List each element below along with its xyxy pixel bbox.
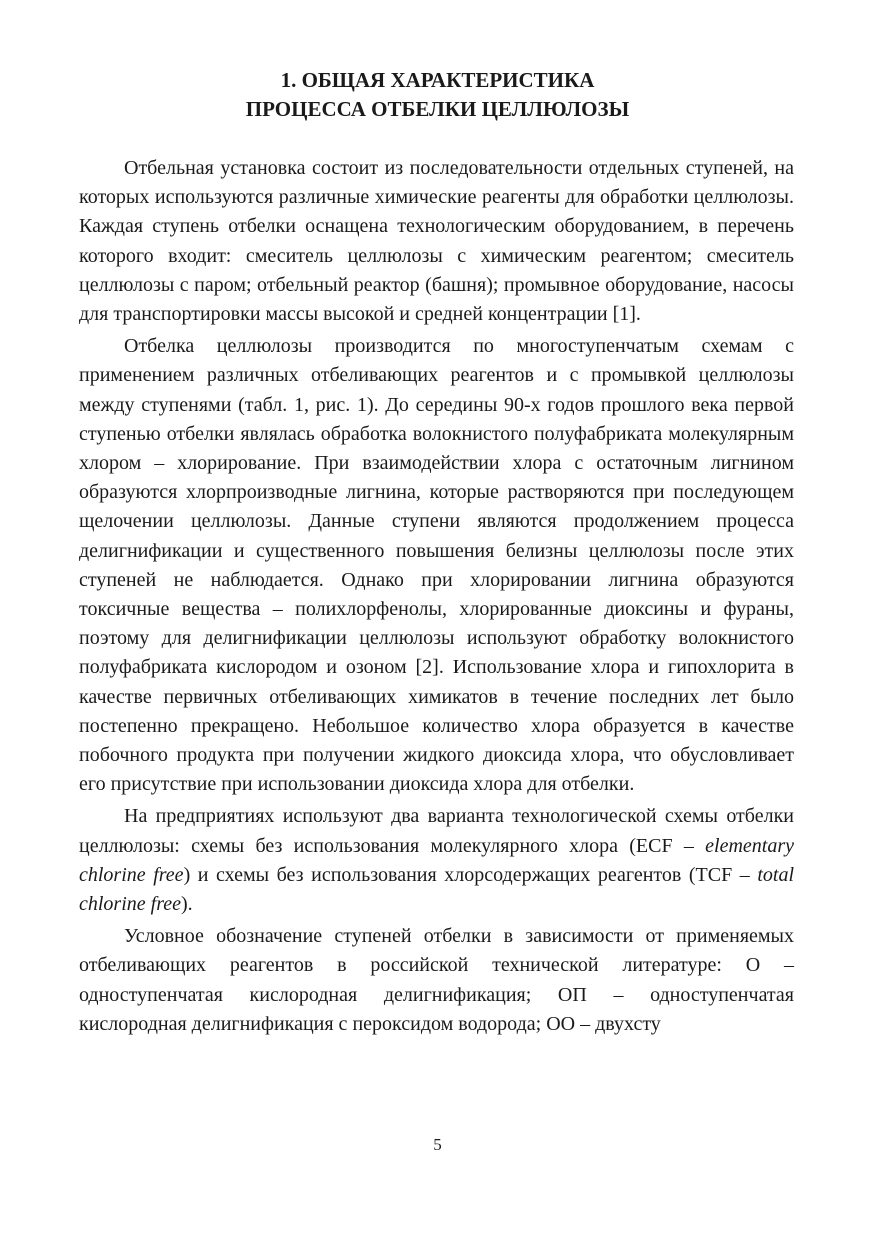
- paragraph-2: Отбелка целлюлозы производится по многоступенчатым схемам с применением различных отбеливающих реагентов и с промывкой целлюлозы между ступенями (табл. 1, рис. 1). До середины 90-х годов прошлого века первой ступенью отбелки являлась обработка волокнистого полуфабриката молекулярным хлором – хлорирование. При взаимодействии хлора с остаточным лигнином образуются хлорпроизводные лигнина, которые растворяются при последующем щелочении целлюлозы. Данные ступени являются продолжением процесса делигнификации и существенного повышения белизны целлюлозы после этих ступеней не наблюдается. Однако при хлорировании лигнина образуются токсичные вещества – полихлорфенолы, хлорированные диоксины и фураны, поэтому для делигнификации целлюлозы используют обработку волокнистого полуфабриката кислородом и озоном [2]. Использование хлора и гипохлорита в качестве первичных отбеливающих химикатов в течение последних лет было постепенно прекращено. Небольшое количество хлора образуется в качестве побочного продукта при получении жидкого диоксида хлора, что обусловливает его присутствие при использовании диоксида хлора для отбелки.: [79, 335, 794, 796]
- paragraph-3: [79, 802, 794, 919]
- paragraph-3-text-a: На предприятиях используют два варианта технологической схемы отбелки целлюлозы: схемы без использования молекулярного хлора (ECF –: [79, 805, 794, 857]
- paragraph-1: Отбельная установка состоит из последовательности отдельных ступеней, на которых используются различные химические реагенты для обработки целлюлозы. Каждая ступень отбелки оснащена технологическим оборудованием, в перечень которого входит: смеситель целлюлозы с химическим реагентом; смеситель целлюлозы с паром; отбельный реактор (башня); промывное оборудование, насосы для транспортировки массы высокой и средней концентрации [1].: [79, 157, 794, 326]
- paragraph-3-text-c: ).: [181, 893, 193, 916]
- body-text: [79, 154, 794, 1042]
- heading-line-2: ПРОЦЕССА ОТБЕЛКИ ЦЕЛЛЮЛОЗЫ: [245, 97, 630, 121]
- paragraph-4: Условное обозначение ступеней отбелки в зависимости от применяемых отбеливающих реагентов в российской технической литературе: О – одноступенчатая кислородная делигнификация; ОП – одноступенчатая кислородная делигнификация с пероксидом водорода; ОО – двухсту: [79, 925, 794, 1035]
- section-heading: [0, 66, 875, 124]
- ecf-term: elementary chlorine free: [79, 834, 794, 886]
- page-number: 5: [433, 1135, 442, 1154]
- tcf-term: total chlorine free: [79, 863, 795, 916]
- paragraph-3-text-b: ) и схемы без использования хлорсодержащих реагентов (TCF –: [183, 863, 758, 886]
- heading-line-1: 1. ОБЩАЯ ХАРАКТЕРИСТИКА: [280, 68, 595, 92]
